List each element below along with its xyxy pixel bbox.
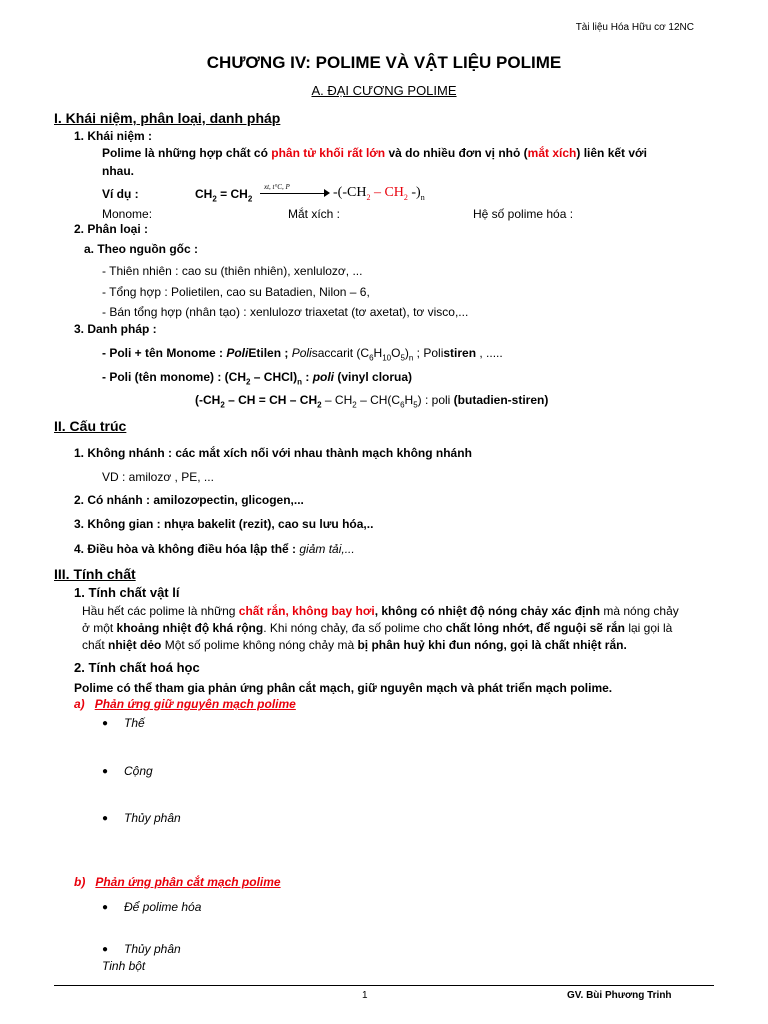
bullet-icon: ●: [102, 718, 109, 729]
reaction-product: $-(-CH_2 - CH_2$ $-)_n$: [333, 185, 425, 202]
chemical-title: 2. Tính chất hoá học: [74, 660, 200, 675]
naming-example-3: ($-CH_2$ – CH = CH – $CH_2 - CH_2 - CH(C_6H_5)$ : poli (butadien-stiren): [195, 393, 549, 410]
reaction-type-item: Thủy phân: [124, 942, 181, 956]
example-label: Ví dụ :: [102, 187, 139, 201]
bullet-icon: ●: [102, 813, 109, 824]
bullet-icon: ●: [102, 902, 109, 913]
physical-line3: chất nhiệt dẻo Một số polime không nóng chảy mà bị phân huỷ khi đun nóng, gọi là chất nhiệt rắn.: [82, 638, 627, 652]
bullet-icon: ●: [102, 944, 109, 955]
naming-rule-1: - Poli + tên Monome : PoliEtilen ; Polisaccarit $(C_6H_{10}O_5)_n$ ; Polistiren , .....: [102, 346, 503, 363]
part-a-heading: a) Phản ứng giữ nguyên mạch polime: [74, 697, 296, 711]
structure-item: 2. Có nhánh : amilozơpectin, glicogen,...: [74, 493, 304, 507]
chapter-title: CHƯƠNG IV: POLIME VÀ VẬT LIỆU POLIME: [206, 53, 562, 72]
section-subtitle: A. ĐẠI CƯƠNG POLIME: [311, 83, 457, 98]
origin-item: - Thiên nhiên : cao su (thiên nhiên), xenlulozơ, ...: [102, 264, 363, 278]
degree-label: Hệ số polime hóa :: [473, 207, 574, 221]
reaction-condition: xt, t°C, P: [264, 183, 290, 191]
concept-definition-line2: nhau.: [102, 164, 134, 178]
structure-example: VD : amilozơ , PE, ...: [102, 470, 214, 484]
bullet-icon: ●: [102, 766, 109, 777]
reaction-reactant: $CH_2 = CH_2$: [195, 187, 253, 204]
naming-title: 3. Danh pháp :: [74, 322, 157, 336]
reaction-type-item: Thế: [124, 716, 145, 730]
part-b-heading: b) Phản ứng phân cắt mạch polime: [74, 875, 281, 889]
naming-rule-2: - Poli (tên monome) : ($CH_2$ – $CHCl)_n$ : poli (vinyl clorua): [102, 370, 413, 387]
concept-title: 1. Khái niệm :: [74, 129, 153, 143]
physical-line1: Hầu hết các polime là những chất rắn, không bay hơi, không có nhiệt độ nóng chảy xác định mà nóng chảy: [82, 604, 679, 618]
structure-item: 4. Điều hòa và không điều hóa lập thể : giảm tải,...: [74, 542, 355, 556]
author-name: GV. Bùi Phương Trinh: [567, 990, 672, 1001]
physical-title: 1. Tính chất vật lí: [74, 585, 180, 600]
chemical-intro: Polime có thể tham gia phản ứng phân cắt mạch, giữ nguyên mạch và phát triển mạch polime.: [74, 681, 613, 695]
section-1-heading: I. Khái niệm, phân loại, danh pháp: [54, 110, 281, 126]
origin-item: - Bán tổng hợp (nhân tạo) : xenlulozơ triaxetat (tơ axetat), tơ visco,...: [102, 305, 469, 319]
monomer-label: Monome:: [102, 207, 153, 221]
concept-definition-line1: Polime là những hợp chất có phân tử khối rất lớn và do nhiều đơn vị nhỏ (mắt xích) liên kết với: [102, 146, 647, 160]
document-label: Tài liệu Hóa Hữu cơ 12NC: [575, 22, 694, 33]
unit-label: Mắt xích :: [288, 207, 341, 221]
section-2-heading: II. Cấu trúc: [54, 418, 127, 434]
section-3-heading: III. Tính chất: [54, 566, 136, 582]
structure-item: 1. Không nhánh : các mắt xích nối với nhau thành mạch không nhánh: [74, 446, 472, 460]
reaction-type-item: Cộng: [124, 764, 153, 778]
page-number: 1: [362, 990, 368, 1001]
reaction-arrow: [260, 193, 328, 194]
physical-line2: ở một khoảng nhiệt độ khá rộng. Khi nóng chảy, đa số polime cho chất lỏng nhớt, để nguội sẽ rắn lại gọi là: [82, 621, 673, 635]
classification-title: 2. Phân loại :: [74, 222, 149, 236]
origin-title: a. Theo nguồn gốc :: [84, 242, 198, 256]
origin-item: - Tổng hợp : Polietilen, cao su Batadien, Nilon – 6,: [102, 285, 370, 299]
structure-item: 3. Không gian : nhựa bakelit (rezit), cao su lưu hóa,..: [74, 517, 374, 531]
footer-divider: [54, 985, 714, 986]
reaction-type-item: Để polime hóa: [124, 900, 202, 914]
reaction-note: Tinh bột: [102, 959, 146, 973]
arrow-head-icon: [324, 189, 330, 197]
reaction-type-item: Thủy phân: [124, 811, 181, 825]
